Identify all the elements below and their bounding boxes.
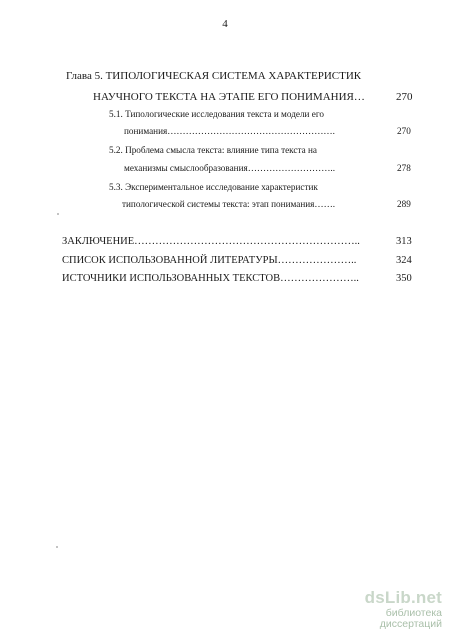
scan-speck [57, 213, 59, 215]
conclusion-page: 313 [396, 236, 412, 247]
scan-speck [56, 546, 58, 548]
section-5-1-page: 270 [397, 126, 411, 136]
section-5-2-page: 278 [397, 163, 411, 173]
bibliography-page: 324 [396, 255, 412, 266]
page-number: 4 [222, 18, 228, 30]
section-5-3-page: 289 [397, 199, 411, 209]
section-5-3-line2: типологической системы текста: этап понимания……. [122, 199, 336, 209]
watermark-logo: dsLib.net [364, 588, 442, 607]
chapter-5-page: 270 [396, 91, 413, 103]
bibliography-entry: СПИСОК ИСПОЛЬЗОВАННОЙ ЛИТЕРАТУРЫ………………….. [62, 255, 357, 266]
watermark-subtitle: библиотека диссертаций [379, 607, 442, 630]
sources-entry: ИСТОЧНИКИ ИСПОЛЬЗОВАННЫХ ТЕКСТОВ………………….. [62, 273, 359, 284]
chapter-5-title-line1: Глава 5. ТИПОЛОГИЧЕСКАЯ СИСТЕМА ХАРАКТЕРИСТИК [66, 70, 362, 82]
section-5-3-line1: 5.3. Экспериментальное исследование характеристик [109, 182, 318, 192]
conclusion-entry: ЗАКЛЮЧЕНИЕ……………………………………………………….. [62, 236, 360, 247]
section-5-1-line2: понимания………………………………………………. [124, 126, 335, 136]
section-5-2-line1: 5.2. Проблема смысла текста: влияние типа текста на [109, 145, 317, 155]
sources-page: 350 [396, 273, 412, 284]
chapter-5-title-line2: НАУЧНОГО ТЕКСТА НА ЭТАПЕ ЕГО ПОНИМАНИЯ… [93, 91, 365, 103]
dslib-watermark [332, 589, 442, 629]
section-5-2-line2: механизмы смыслообразования……………………….. [124, 163, 336, 173]
section-5-1-line1: 5.1. Типологические исследования текста и модели его [109, 109, 324, 119]
